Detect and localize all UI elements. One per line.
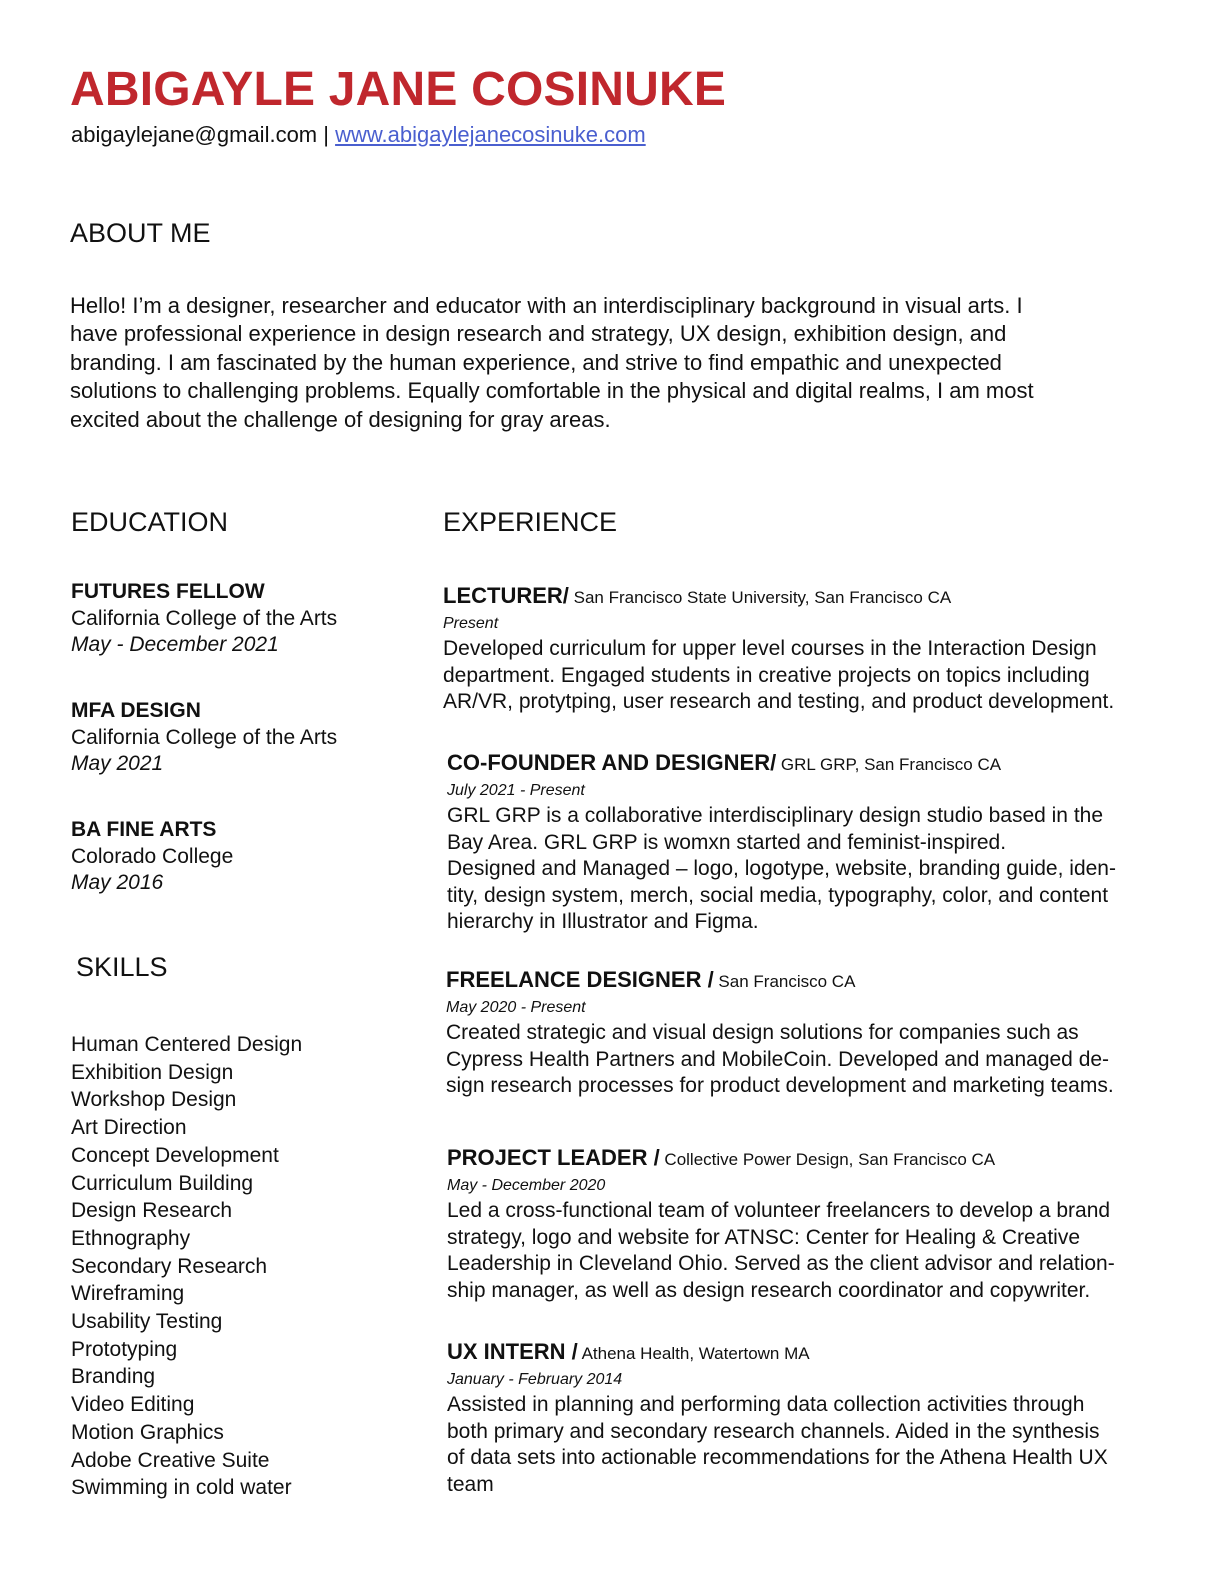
job-organization: Athena Health, Watertown MA [577, 1344, 810, 1363]
skill-item: Secondary Research [71, 1254, 268, 1278]
education-date: May 2016 [71, 871, 164, 894]
description-line: Developed curriculum for upper level courses in the Interaction Design [443, 637, 1097, 660]
description-line: GRL GRP is a collaborative interdisciplinary design studio based in the [447, 804, 1104, 827]
description-line: Created strategic and visual design solutions for companies such as [446, 1021, 1079, 1044]
job-header [447, 749, 1116, 778]
skill-item: Concept Development [71, 1143, 279, 1167]
about-heading: ABOUT ME [70, 218, 211, 248]
job-organization: San Francisco CA [713, 972, 856, 991]
experience-heading: EXPERIENCE [443, 507, 618, 537]
experience-item [447, 1144, 1115, 1304]
description-line: sign research processes for product development and marketing teams. [446, 1074, 1114, 1098]
about-paragraph [70, 292, 1034, 434]
experience-item [446, 966, 1114, 1100]
job-header [443, 582, 1114, 611]
degree-title: BA FINE ARTS [71, 818, 217, 841]
skill-item: Adobe Creative Suite [71, 1448, 270, 1472]
job-organization: Collective Power Design, San Francisco CA [659, 1150, 996, 1169]
skill-item: Curriculum Building [71, 1171, 254, 1195]
skill-item: Wireframing [71, 1282, 185, 1306]
about-line: branding. I am fascinated by the human experience, and strive to find empathic and unexpected [70, 349, 1002, 375]
skill-item: Branding [71, 1365, 156, 1389]
job-description [447, 1392, 1108, 1498]
skills-heading: SKILLS [76, 952, 168, 982]
description-line: department. Engaged students in creative projects on topics including [443, 663, 1090, 687]
job-title: LECTURER/ [443, 583, 569, 608]
skill-item: Usability Testing [71, 1310, 223, 1334]
job-header [447, 1144, 1115, 1173]
description-line: Designed and Managed – logo, logotype, website, branding guide, iden- [447, 857, 1116, 881]
job-description [446, 1020, 1114, 1100]
education-item [71, 579, 337, 659]
description-line: hierarchy in Illustrator and Figma. [447, 910, 759, 934]
job-date: July 2021 - Present [447, 782, 585, 799]
description-line: Led a cross-functional team of volunteer freelancers to develop a brand [447, 1199, 1111, 1222]
job-organization: GRL GRP, San Francisco CA [776, 755, 1002, 774]
website-link[interactable]: www.abigaylejanecosinuke.com [335, 122, 646, 147]
skill-item: Art Direction [71, 1116, 187, 1140]
skill-item: Swimming in cold water [71, 1476, 292, 1500]
description-line: of data sets into actionable recommendations for the Athena Health UX [447, 1446, 1108, 1470]
experience-item [447, 1338, 1108, 1498]
description-line: Cypress Health Partners and MobileCoin. Developed and managed de- [446, 1047, 1110, 1071]
job-description [447, 803, 1116, 936]
job-date: Present [443, 615, 499, 632]
job-description [447, 1198, 1115, 1304]
about-line: excited about the challenge of designing for gray areas. [70, 406, 611, 432]
skill-item: Video Editing [71, 1393, 195, 1417]
job-date: January - February 2014 [447, 1371, 623, 1388]
description-line: Bay Area. GRL GRP is womxn started and feminist-inspired. [447, 830, 1007, 854]
contact-line [71, 122, 646, 148]
education-heading: EDUCATION [71, 507, 229, 537]
school-name: California College of the Arts [71, 606, 338, 630]
degree-title: MFA DESIGN [71, 699, 201, 722]
description-line: Leadership in Cleveland Ohio. Served as the client advisor and relation- [447, 1252, 1115, 1276]
description-line: tity, design system, merch, social media, typography, color, and content [447, 883, 1109, 907]
skill-item: Ethnography [71, 1226, 191, 1250]
education-item [71, 817, 233, 897]
description-line: team [447, 1472, 494, 1496]
school-name: Colorado College [71, 844, 234, 868]
education-date: May 2021 [71, 752, 164, 775]
skill-item: Exhibition Design [71, 1060, 234, 1084]
description-line: ship manager, as well as design research coordinator and copywriter. [447, 1278, 1091, 1302]
degree-title: FUTURES FELLOW [71, 580, 265, 603]
job-description [443, 636, 1114, 716]
education-date: May - December 2021 [71, 633, 279, 656]
job-title: CO-FOUNDER AND DESIGNER/ [447, 750, 777, 775]
description-line: AR/VR, protytping, user research and testing, and product development. [443, 690, 1115, 714]
education-item [71, 698, 337, 778]
job-date: May 2020 - Present [446, 999, 586, 1016]
job-title: UX INTERN / [447, 1339, 578, 1364]
description-line: strategy, logo and website for ATNSC: Center for Healing & Creative [447, 1225, 1081, 1249]
skills-list [71, 1031, 302, 1502]
about-line: Hello! I’m a designer, researcher and educator with an interdisciplinary background in visual arts. I [70, 293, 1023, 318]
skill-item: Motion Graphics [71, 1420, 224, 1444]
experience-item [443, 582, 1114, 716]
job-organization: San Francisco State University, San Francisco CA [568, 588, 952, 607]
job-header [447, 1338, 1108, 1367]
skill-item: Human Centered Design [71, 1033, 303, 1056]
skill-item: Design Research [71, 1199, 233, 1223]
description-line: both primary and secondary research channels. Aided in the synthesis [447, 1419, 1100, 1443]
email-text: abigaylejane@gmail.com [71, 122, 318, 147]
skill-item: Workshop Design [71, 1088, 237, 1112]
job-date: May - December 2020 [447, 1177, 606, 1194]
job-title: FREELANCE DESIGNER / [446, 967, 714, 992]
job-title: PROJECT LEADER / [447, 1145, 660, 1170]
experience-item [447, 749, 1116, 936]
separator: | [317, 122, 336, 147]
skill-item: Prototyping [71, 1337, 178, 1361]
about-line: have professional experience in design research and strategy, UX design, exhibition design, and [70, 321, 1007, 347]
job-header [446, 966, 1114, 995]
about-line: solutions to challenging problems. Equally comfortable in the physical and digital realms, I am most [70, 378, 1034, 404]
description-line: Assisted in planning and performing data collection activities through [447, 1393, 1085, 1416]
school-name: California College of the Arts [71, 725, 338, 749]
resume-name: ABIGAYLE JANE COSINUKE [70, 63, 727, 116]
